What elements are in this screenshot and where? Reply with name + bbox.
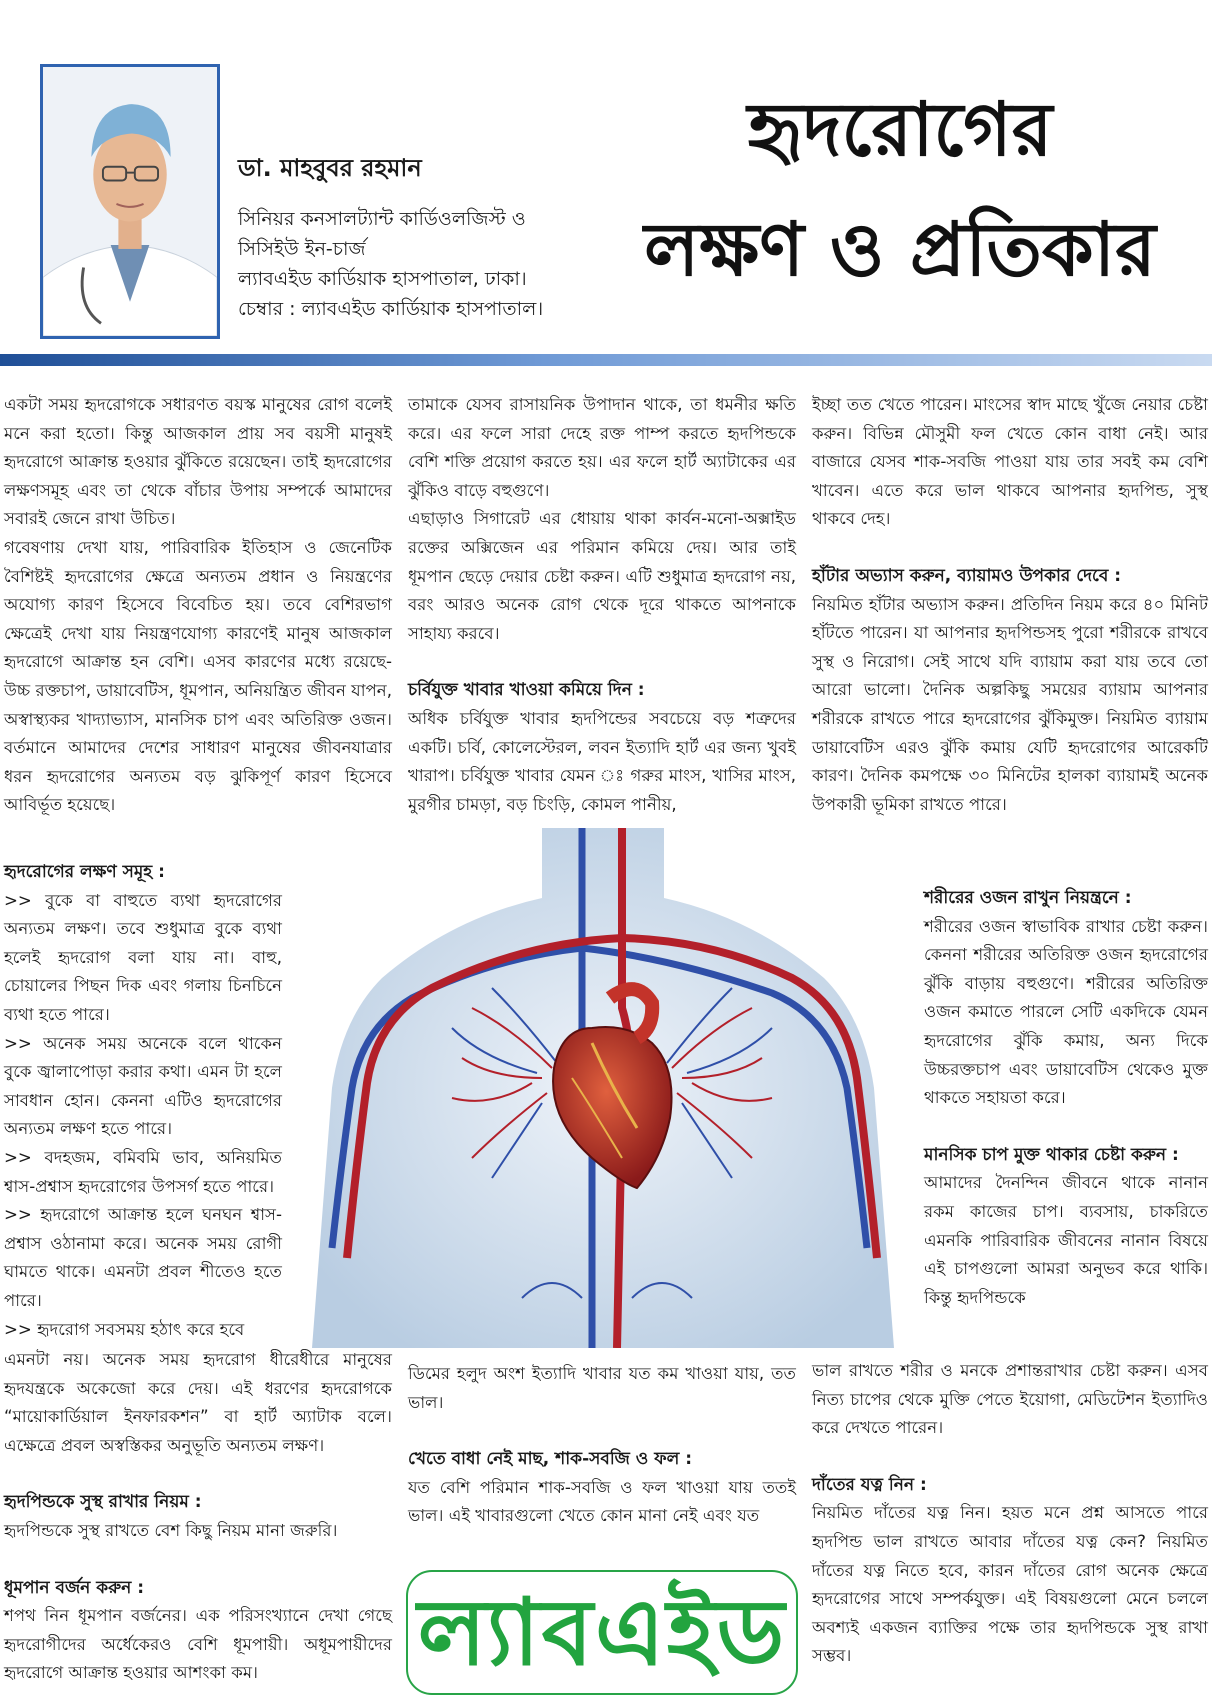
author-photo	[40, 64, 220, 339]
heart-circulation-illustration	[292, 828, 914, 1348]
vegetable-heading: খেতে বাধা নেই মাছ, শাক-সবজি ও ফল :	[408, 1449, 693, 1470]
stress-paragraph: আমাদের দৈনন্দিন জীবনে থাকে নানান রকম কাজের চাপ। ব্যবসায়, চাকরিতে এমনকি পারিবারিক জীবনের নানান বিষয়ে এই চাপগুলো আমরা অনুভব করে থাকি। কিন্তু হৃদপিন্ডকে	[924, 1173, 1208, 1307]
intro-paragraph-2: গবেষণায় দেখা যায়, পারিবারিক ইতিহাস ও জেনেটিক বৈশিষ্টই হৃদরোগের ক্ষেত্রে অন্যতম প্রধান ও নিয়ন্ত্রণের অযোগ্য কারণ হিসেবে বিবেচিত হয়। তবে বেশিরভাগ ক্ষেত্রেই দেখা যায় নিয়ন্ত্রণযোগ্য কারণেই মানুষ আজকাল হৃদরোগে আক্রান্ত হন বেশি। এসব কারণের মধ্যে রয়েছে- উচ্চ রক্তচাপ, ডায়াবেটিস, ধূমপান, অনিয়ন্ত্রিত জীবন যাপন, অস্বাস্থ্যকর খাদ্যাভ্যাস, মানসিক চাপ এবং অতিরিক্ত ওজন। বর্তমানে আমাদের দেশের সাধারণ মানুষের জীবনযাত্রার ধরন হৃদরোগের অন্যতম বড় ঝুকিপূর্ণ কারণ হিসেবে আবির্ভূত হয়েছে।	[4, 537, 392, 815]
weight-paragraph: শরীরের ওজন স্বাভাবিক রাখার চেষ্টা করুন। কেননা শরীরের অতিরিক্ত ওজন হৃদরোগের ঝুঁকি বাড়ায় বহুগুণে। শরীরের অতিরিক্ত ওজন কমাতে পারলে সেটি একদিকে যেমন হৃদরোগের ঝুঁকি কমায়, অন্য দিকে উচ্চরক্তচাপ এবং ডায়াবেটিস থেকেও মুক্ত থাকতে সহায়তা করে।	[924, 916, 1208, 1108]
column-3-top	[812, 391, 1208, 819]
symptoms-heading: হৃদরোগের লক্ষণ সমূহ :	[4, 862, 165, 882]
fat-heading: চর্বিযুক্ত খাবার খাওয়া কমিয়ে দিন :	[408, 680, 645, 701]
symptom-item-4: >> হৃদরোগে আক্রান্ত হলে ঘনঘন শ্বাস-প্রশ্বাস ওঠানামা করে। অনেক সময় রোগী ঘামতে থাকে। এমনটা প্রবল শীতেও হতে পারে।	[4, 1205, 282, 1310]
author-chamber: চেম্বার : ল্যাবএইড কার্ডিয়াক হাসপাতাল।	[238, 298, 544, 320]
vegetable-paragraph: যত বেশি পরিমান শাক-সবজি ও ফল খাওয়া যায় ততই ভাল। এই খাবারগুলো খেতে কোন মানা নেই এবং যত	[408, 1477, 796, 1526]
author-role: সিসিইউ ইন-চার্জ	[238, 238, 366, 260]
walk-heading: হাঁটার অভ্যাস করুন, ব্যায়ামও উপকার দেবে :	[812, 565, 1122, 586]
stress-heading: মানসিক চাপ মুক্ত থাকার চেষ্টা করুন :	[924, 1144, 1179, 1165]
smoking-heading: ধূমপান বর্জন করুন :	[4, 1577, 145, 1598]
logo-text: ল্যাবএইড	[417, 1578, 787, 1686]
article-headline	[600, 70, 1200, 310]
author-hospital: ল্যাবএইড কার্ডিয়াক হাসপাতাল, ঢাকা।	[238, 268, 527, 290]
heart-anatomy-icon	[292, 828, 914, 1348]
header-divider	[0, 354, 1212, 366]
healthy-heart-paragraph: হৃদপিন্ডকে সুস্থ রাখতে বেশ কিছু নিয়ম মানা জরুরি।	[4, 1520, 338, 1540]
column-2-top	[408, 391, 796, 819]
teeth-paragraph: নিয়মিত দাঁতের যত্ন নিন। হয়ত মনে প্রশ্ন আসতে পারে হৃদপিন্ড ভাল রাখতে আবার দাঁতের যত্ন কেন? নিয়মিত দাঁতের যত্ন নিতে হবে, কারন দাঁতের রোগ অনেক ক্ষেত্রে হৃদরোগের সাথে সম্পর্কযুক্ত। এই বিষয়গুলো মেনে চললে অবশ্যই একজন ব্যাক্তির পক্ষে তার হৃদপিন্ডকে সুস্থ রাখা সম্ভব।	[812, 1503, 1208, 1666]
column-1-top	[4, 391, 392, 820]
symptom-item-1: >> বুকে বা বাহুতে ব্যথা হৃদরোগের অন্যতম লক্ষণ। তবে শুধুমাত্র বুকে ব্যথা হলেই হৃদরোগ বলা যায় না। বাহু, চোয়ালের পিছন দিক এবং গলায় চিনচিনে ব্যথা হতে পারে।	[4, 890, 282, 1024]
labaid-logo	[406, 1570, 798, 1695]
column-3-middle	[924, 884, 1208, 1312]
smoking-paragraph: শপথ নিন ধূমপান বর্জনের। এক পরিসংখ্যানে দেখা গেছে হৃদরোগীদের অর্ধেকেরও বেশি ধূমপায়ী। অধূমপায়ীদের হৃদরোগে আক্রান্ত হওয়ার আশংকা কম।	[4, 1606, 392, 1683]
teeth-heading: দাঁতের যত্ন নিন :	[812, 1474, 927, 1495]
vegetable-paragraph-cont: ইচ্ছা তত খেতে পারেন। মাংসের স্বাদ মাছে খুঁজে নেয়ার চেষ্টা করুন। বিভিন্ন মৌসুমী ফল খেতে কোন বাধা নেই। আর বাজারে যেসব শাক-সবজি পাওয়া যায় তার সবই কম বেশি খাবেন। এতে করে ভাল থাকবে আপনার হৃদপিন্ড, সুস্থ থাকবে দেহ।	[812, 395, 1208, 529]
tobacco-paragraph-1: তামাকে যেসব রাসায়নিক উপাদান থাকে, তা ধমনীর ক্ষতি করে। এর ফলে সারা দেহে রক্ত পাম্প করতে হৃদপিন্ডকে বেশি শক্তি প্রয়োগ করতে হয়। এর ফলে হার্ট অ্যাটাকের এর ঝুঁকিও বাড়ে বহুগুণে।	[408, 395, 796, 500]
stress-paragraph-cont: ভাল রাখতে শরীর ও মনকে প্রশান্তরাখার চেষ্টা করুন। এসব নিত্য চাপের থেকে মুক্তি পেতে ইয়োগা, মেডিটেশন ইত্যাদিও করে দেখতে পারেন।	[812, 1361, 1208, 1438]
column-1-bottom	[4, 1346, 392, 1688]
fat-paragraph: অধিক চর্বিযুক্ত খাবার হৃদপিন্ডের সবচেয়ে বড় শত্রুদের একটি। চর্বি, কোলেস্টেরল, লবন ইত্যাদি হার্ট এর জন্য খুবই খারাপ। চর্বিযুক্ত খাবার যেমন ঃ গরুর মাংস, খাসির মাংস, মুরগীর চামড়া, বড় চিংড়ি, কোমল পানীয়,	[408, 708, 796, 814]
symptom-item-3: >> বদহজম, বমিবমি ভাব, অনিয়মিত শ্বাস-প্রশ্বাস হৃদরোগের উপসর্গ হতে পারে।	[4, 1147, 282, 1196]
intro-paragraph-1: একটা সময় হৃদরোগকে সধারণত বয়স্ক মানুষের রোগ বলেই মনে করা হতো। কিন্তু আজকাল প্রায় সব বয়সী মানুষই হৃদরোগে আক্রান্ত হওয়ার ঝুঁকিতে রয়েছেন। তাই হৃদরোগের লক্ষণসমূহ এবং তা থেকে বাঁচার উপায় সম্পর্কে আমাদের সবারই জেনে রাখা উচিত।	[4, 395, 392, 529]
author-name: ডা. মাহবুবর রহমান	[238, 154, 422, 182]
headline-line-1: হৃদরোগের	[747, 87, 1053, 173]
weight-heading: শরীরের ওজন রাখুন নিয়ন্ত্রনে :	[924, 888, 1132, 908]
symptoms-section	[4, 858, 282, 1344]
doctor-portrait-image	[43, 67, 217, 336]
walk-paragraph: নিয়মিত হাঁটার অভ্যাস করুন। প্রতিদিন নিয়ম করে ৪০ মিনিট হাঁটতে পারেন। যা আপনার হৃদপিন্ডসহ পুরো শরীরকে রাখবে সুস্থ ও নিরোগ। সেই সাথে যদি ব্যায়াম করা যায় তবে তো আরো ভালো। দৈনিক অল্পকিছু সময়ের ব্যায়াম আপনার শরীরকে রাখতে পারে হৃদরোগের ঝুঁকিমুক্ত। নিয়মিত ব্যায়াম ডায়াবেটিস এরও ঝুঁকি কমায় যেটি হৃদরোগের আরেকটি কারণ। দৈনিক কমপক্ষে ৩০ মিনিটের হালকা ব্যায়ামই অনেক উপকারী ভূমিকা রাখতে পারে।	[812, 594, 1208, 814]
healthy-heart-heading: হৃদপিন্ডকে সুস্থ রাখার নিয়ম :	[4, 1492, 202, 1513]
author-designation: সিনিয়র কনসালট্যান্ট কার্ডিওলজিস্ট ও	[238, 208, 526, 230]
author-info	[238, 150, 628, 324]
headline-line-2: লক্ষণ ও প্রতিকার	[644, 207, 1156, 293]
fat-paragraph-cont: ডিমের হলুদ অংশ ইত্যাদি খাবার যত কম খাওয়া যায়, তত ভাল।	[408, 1364, 796, 1412]
symptom-item-2: >> অনেক সময় অনেকে বলে থাকেন বুকে জ্বালাপোড়া করার কথা। এমন টা হলে সাবধান হোন। কেননা এটিও হৃদরোগের অন্যতম লক্ষণ হতে পারে।	[4, 1033, 282, 1139]
symptom-item-5-start: >> হৃদরোগ সবসময় হঠাৎ করে হবে	[4, 1319, 245, 1339]
tobacco-paragraph-2: এছাড়াও সিগারেট এর ধোয়ায় থাকা কার্বন-মনো-অক্সাইড রক্তের অক্সিজেন এর পরিমান কমিয়ে দেয়। আর তাই ধূমপান ছেড়ে দেয়ার চেষ্টা করুন। এটি শুধুমাত্র হৃদরোগ নয়, বরং আরও অনেক রোগ থেকে দূরে থাকতে আপনাকে সাহায্য করবে।	[408, 509, 796, 643]
column-3-bottom	[812, 1357, 1208, 1671]
column-2-bottom	[408, 1360, 796, 1531]
symptom-item-5-rest: এমনটা নয়। অনেক সময় হৃদরোগ ধীরেধীরে মানুষের হৃদযন্ত্রকে অকেজো করে দেয়। এই ধরণের হৃদরোগকে “মায়োকার্ডিয়াল ইনফারকশন” বা হার্ট অ্যাটাক বলে। এক্ষেত্রে প্রবল অস্বস্তিকর অনুভূতি অন্যতম লক্ষণ।	[4, 1350, 392, 1455]
